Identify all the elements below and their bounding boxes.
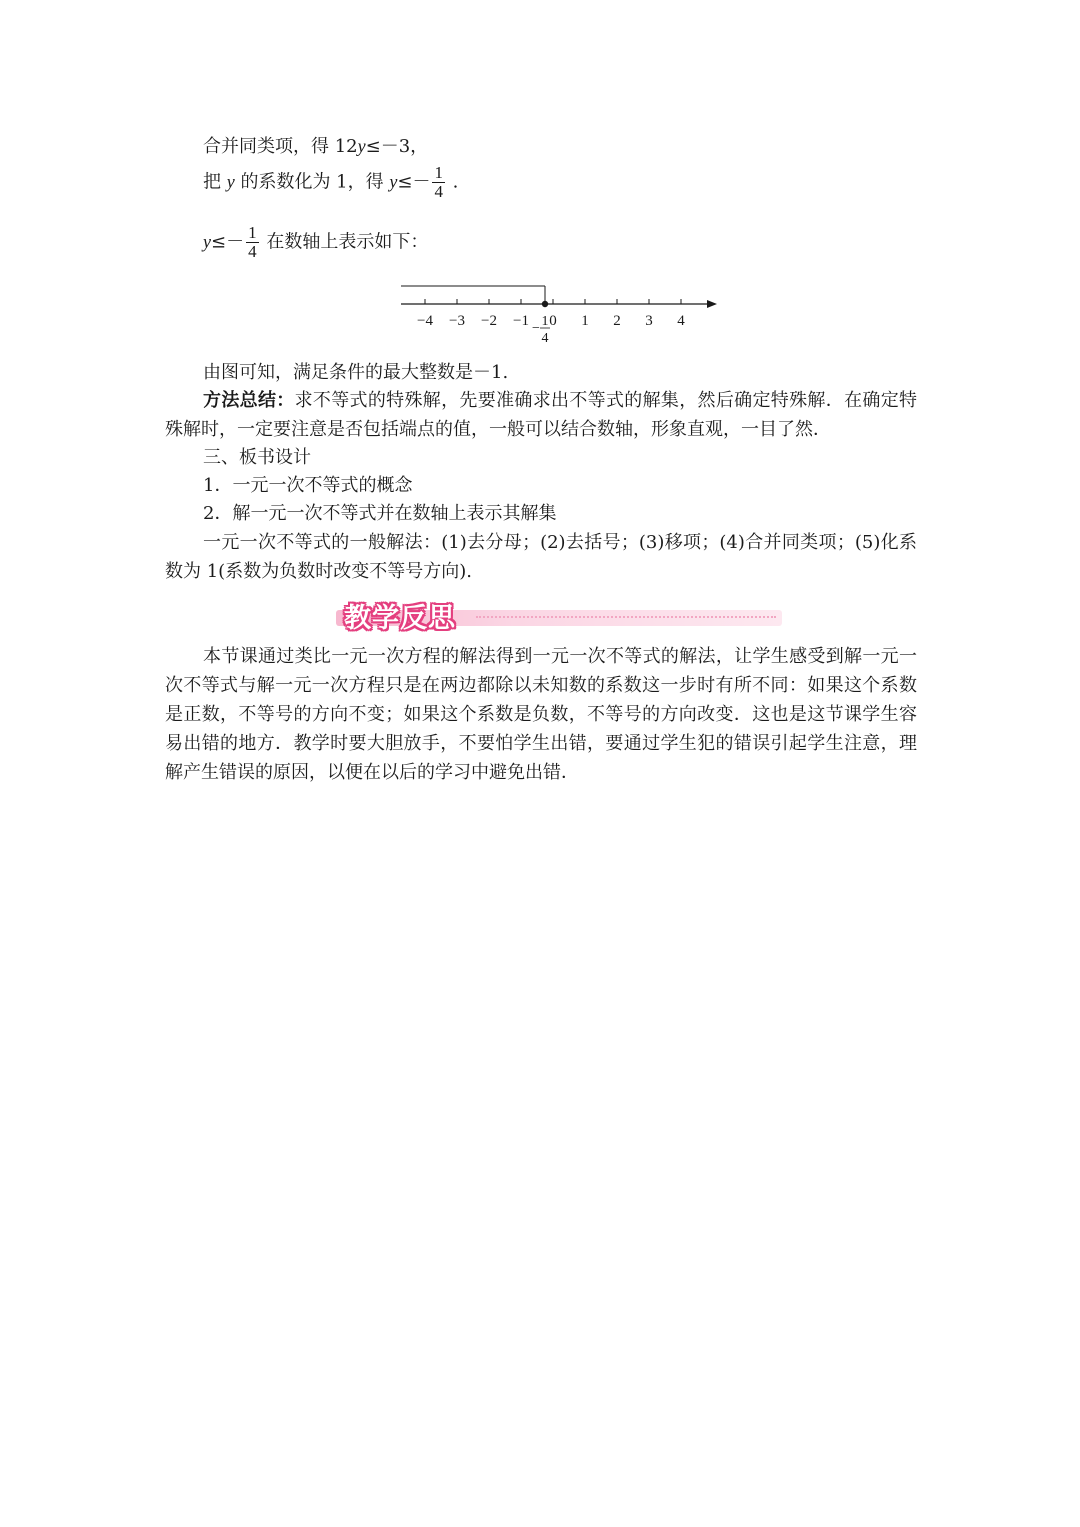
- reflection-paragraph: 本节课通过类比一元一次方程的解法得到一元一次不等式的解法，让学生感受到解一元一次不等式与解一元一次方程只是在两边都除以未知数的系数这一步时有所不同：如果这个系数是正数，不等号的方向不变；如果这个系数是负数，不等号的方向改变．这也是这节课学生容易出错的地方．教学时要大胆放手，不要怕学生出错，要通过学生犯的错误引起学生注意，理解产生错误的原因，以便在以后的学习中避免出错．: [165, 646, 917, 783]
- tick-label: 3: [645, 313, 653, 329]
- tick-label: −2: [481, 313, 497, 329]
- marker-minus-label: −: [532, 321, 540, 336]
- number-line-svg: [395, 278, 725, 350]
- tick-label: −1: [513, 313, 529, 329]
- variable-y: y: [357, 136, 366, 156]
- variable-y: y: [226, 171, 235, 192]
- tick-label: 2: [613, 313, 621, 329]
- fraction-one-quarter: [432, 164, 445, 201]
- board-item-2: 2．解一元一次不等式并在数轴上表示其解集: [203, 503, 557, 524]
- method-summary-label: 方法总结：: [203, 390, 295, 411]
- step-coeff-end: .: [446, 171, 459, 193]
- fraction-denominator: 4: [248, 242, 257, 261]
- board-item-1: 1．一元一次不等式的概念: [203, 475, 413, 496]
- step-combine-rel: ≤－3，: [365, 136, 429, 157]
- fraction-one-quarter: [246, 224, 259, 261]
- numberline-intro-line: [203, 224, 428, 261]
- tick-label: 1: [581, 313, 589, 329]
- closed-endpoint-dot: [542, 301, 548, 307]
- step-coeff-line: [203, 164, 458, 201]
- fraction-denominator: 4: [434, 182, 443, 201]
- method-summary: [165, 386, 917, 444]
- fraction-numerator: 1: [248, 223, 257, 242]
- banner-dotted-line: [476, 616, 776, 618]
- tick-label: −4: [417, 313, 433, 329]
- fraction-numerator: 1: [434, 163, 443, 182]
- tick-label: 0: [549, 313, 557, 329]
- tick-label: 4: [677, 313, 685, 329]
- tick-label: −3: [449, 313, 465, 329]
- method-summary-text: 求不等式的特殊解，先要准确求出不等式的解集，然后确定特殊解．在确定特殊解时，一定要注意是否包括端点的值，一般可以结合数轴，形象直观，一目了然．: [165, 390, 918, 440]
- axis-arrow: [707, 300, 717, 308]
- marker-numerator: 1: [541, 314, 549, 329]
- numberline-intro-text: 在数轴上表示如下：: [260, 231, 429, 253]
- variable-y: y: [389, 171, 398, 192]
- step-coeff-rel: ≤－: [397, 171, 431, 193]
- step-coeff-text1: 把: [203, 171, 227, 193]
- banner-title: 教学反思: [344, 603, 456, 634]
- number-line-figure: [395, 278, 725, 354]
- marker-denominator: 4: [541, 331, 549, 346]
- general-method: 一元一次不等式的一般解法：(1)去分母；(2)去括号；(3)移项；(4)合并同类项；(5)化系数为 1(系数为负数时改变不等号方向).: [165, 532, 917, 582]
- section-heading: 三、板书设计: [203, 447, 311, 468]
- step-combine-text: 合并同类项，得 12: [203, 136, 358, 157]
- step-coeff-text2: 的系数化为 1，得: [234, 171, 390, 193]
- variable-y: y: [203, 231, 211, 252]
- conclusion-text: 由图可知，满足条件的最大整数是－1.: [203, 362, 509, 383]
- numberline-intro-rel: ≤－: [211, 231, 245, 253]
- reflection-banner: [336, 596, 786, 632]
- step-combine-line: [203, 134, 428, 159]
